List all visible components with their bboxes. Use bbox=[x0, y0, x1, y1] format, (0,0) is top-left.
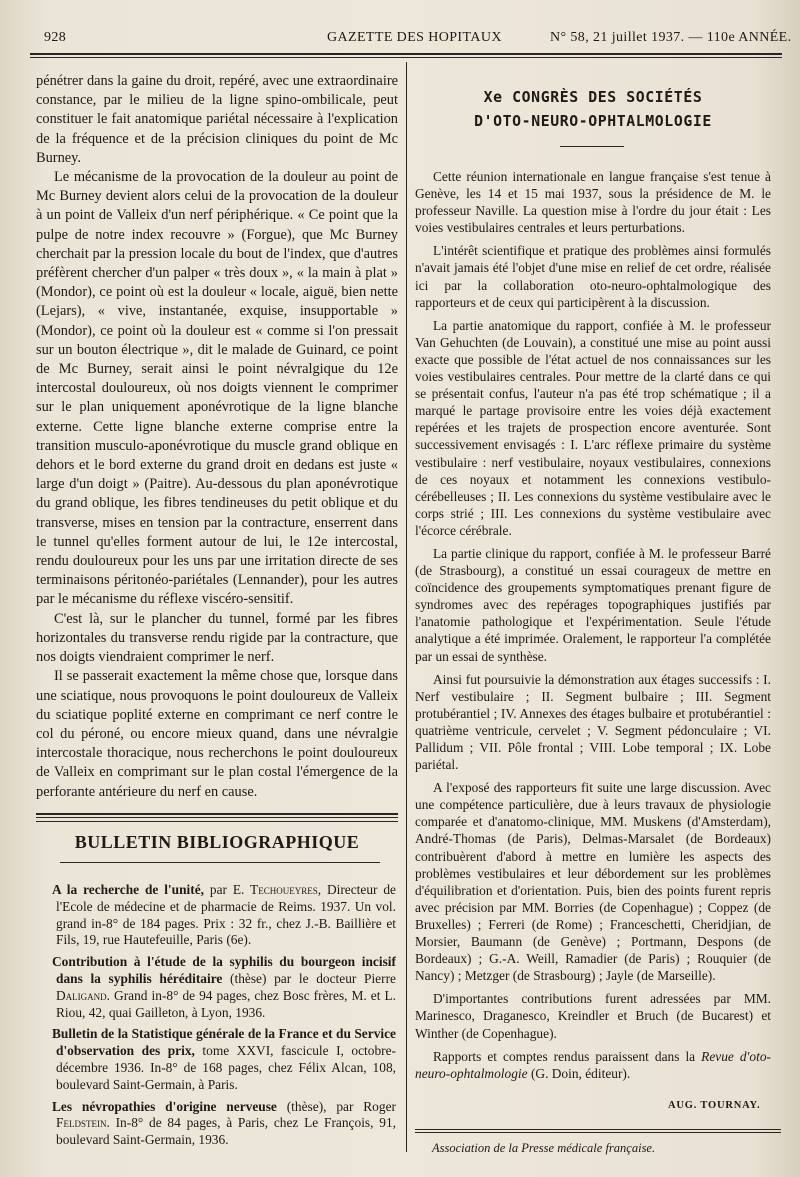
assoc-rule-2 bbox=[415, 1132, 781, 1133]
column-divider bbox=[406, 62, 407, 1152]
left-article bbox=[36, 72, 398, 802]
bulletin-entries bbox=[52, 882, 396, 1154]
bib-lead: (thèse), par Roger bbox=[286, 1098, 396, 1114]
bib-details: In-8° de 84 pages, à Paris, chez Le François, 91, boulevard Saint-Germain, 1936. bbox=[56, 1115, 396, 1148]
final-text-before: Rapports et comptes rendus paraissent dans la bbox=[433, 1048, 696, 1064]
bib-entry bbox=[52, 954, 396, 1021]
congress-paragraph: La partie clinique du rapport, confiée à M. le professeur Barré (de Strasbourg), a constitué un essai courageux de mettre en coïncidence des groupements symptomatiques prenant figure de syndromes avec des repérages topographiques justifiés par l'anatomie pathologique et l'expérimentation. Seule l'étude analytique a été imprimée. Oralement, le rapporteur l'a complétée par un essai de synthèse. bbox=[415, 545, 771, 664]
congress-paragraph: Ainsi fut poursuivie la démonstration aux étages successifs : I. Nerf vestibulaire ; II. Segment bulbaire ; III. Segment protubérantiel ; IV. Annexes des étages bulbaire et protubérantiel : quatrième ventricule, cervelet ; V. Segment pédonculaire ; VI. Pallidum ; VII. Pôle frontal ; VIII. Lobe temporal ; IX. Lobe pariétal. bbox=[415, 671, 771, 773]
congress-title bbox=[415, 86, 771, 134]
author-signature: AUG. TOURNAY. bbox=[668, 1100, 761, 1111]
page-number: 928 bbox=[44, 30, 67, 45]
final-text-after: (G. Doin, éditeur). bbox=[530, 1065, 631, 1081]
congress-article bbox=[415, 168, 771, 1088]
header-rule-top bbox=[30, 53, 782, 55]
congress-paragraph: A l'exposé des rapporteurs fit suite une large discussion. Avec une compétence particulière, due à leurs travaux de physiologie comparée et d'anatomo-clinique, MM. Muskens (d'Amsterdam), André-Thomas (de Paris), Delmas-Marsalet (de Bordeaux) contribuèrent d'abord à mettre en lumière les aspects des problèmes vestibulaires et leur débordement sur les problèmes d'équilibration et d'orientation. Puis, bien des points furent repris avec précision par MM. Borries (de Copenhague) ; Coppez (de Bruxelles) ; Ferreri (de Rome) ; Franceschetti, Cheridjian, de Morsier, Baumann (de Genève) ; Portmann, Despons (de Bordeaux) ; G.-A. Weill, Ramadier (de Paris) ; Rouquier (de Nancy) ; Metzger (de Strasbourg) ; Jayle (de Marseille). bbox=[415, 780, 771, 984]
bib-lead: par bbox=[209, 882, 227, 897]
article-paragraph: pénétrer dans la gaine du droit, repéré, avec une extraordinaire constance, par le milieu de la ligne spino-ombilicale, peut constituer le fait anatomique pariétal nécessaire à l'explication de la fréquence et de la précision cliniques du point de Mc Burney. bbox=[36, 73, 398, 166]
association-credit: Association de la Presse médicale française. bbox=[432, 1141, 656, 1155]
bib-details: Grand in-8° de 94 pages, chez Bosc frères, M. et L. Riou, 42, quai Gailleton, à Lyon, 1936. bbox=[56, 987, 396, 1020]
congress-paragraph: La partie anatomique du rapport, confiée à M. le professeur Van Gehuchten (de Louvain), a constitué une mise au point aussi exacte que possible de l'état actuel de nos connaissances sur les voies vestibulaires centrales. Pour mettre de la clarté dans ce qui se présentait confus, l'auteur n'a pas été trop schématique ; il a marqué le partage provisoire entre les voies déjà exactement repérées et les trajets de prospection encore aventurée. Sont successivement envisagés : I. L'arc réflexe primaire du système vestibulaire : nerf vestibulaire, noyaux vestibulaires, connexions de ces noyaux et notamment les connexions vestibulo-cérébelleuses ; II. Les connexions du système vestibulaire avec le corps strié ; III. Les connexions du système vestibulaire avec l'écorce cérébrale. bbox=[415, 317, 771, 538]
congress-title-line1: Xe CONGRÈS DES SOCIÉTÉS bbox=[483, 89, 703, 106]
journal-reference: Revue d'oto-neuro-ophtalmologie bbox=[415, 1048, 771, 1081]
bib-author: E. Techoueyres, bbox=[232, 882, 322, 897]
article-paragraph: Il se passerait exactement la même chose que, lorsque dans une sciatique, nous provoquons le point douloureux de Valleix du sciatique poplité externe en comprimant ce nerf contre le col du péroné, ou encore mieux quand, dans une névralgie intercostale thoracique, nous recherchons le point douloureux de Valleix en comprimant sur le plan costal l'émergence de la perforante antérieure du nerf en cause. bbox=[36, 668, 398, 800]
header-rule-bottom bbox=[30, 57, 782, 58]
bib-lead: (thèse) par le docteur Pierre bbox=[230, 970, 396, 986]
bib-entry bbox=[52, 1099, 396, 1149]
bib-author: Feldstein. bbox=[56, 1115, 110, 1131]
congress-title-line2: D'OTO-NEURO-OPHTALMOLOGIE bbox=[474, 113, 712, 130]
bib-details: Directeur de l'Ecole de médecine et de pharmacie de Reims. 1937. Un vol. grand in-8° de 184 pages. Prix : 32 fr., chez J.-B. Baillière et Fils, 19, rue Hautefeuille, Paris (6e). bbox=[56, 882, 396, 948]
journal-title: GAZETTE DES HOPITAUX bbox=[327, 30, 502, 45]
bulletin-rule-top-1 bbox=[36, 813, 398, 815]
bib-entry bbox=[52, 1026, 396, 1093]
article-paragraph: C'est là, sur le plancher du tunnel, formé par les fibres horizontales du transverse rendu rigide par la contracture, que nos doigts viendraient comprimer le nerf. bbox=[36, 610, 398, 666]
article-paragraph: Le mécanisme de la provocation de la douleur au point de Mc Burney devient alors celui de la provocation de la douleur à un point de Valleix d'un nerf périphérique. « Ce point que la pulpe de notre index recouvre » (Forgue), que Mc Burney cherchait par la pression locale du bout de l'index, que d'autres préfèrent chercher d'un palper « très doux », « la main à plat » (Mondor), ce point où est la douleur « locale, aiguë, bien nette (Lejars), « vive, instantanée, exquise, insupportable » (Mondor), ce point où la douleur est « comme si l'on pressait sur un bouton électrique », dit le malade de Guinard, ce point de Mc Burney, serait ainsi le point névralgique du 12e intercostal douloureux, où nos doigts viennent le comprimer sur le plan uniquement aponévrotique de la ligne blanche externe. Cette ligne blanche externe comprise entre la transition musculo-aponévrotique du muscle grand oblique en dehors et le bord externe du grand droit en dedans est juste « large d'un doigt » (Paitre). Au-dessous du plan aponévrotique du grand oblique, les fibres tendineuses du petit oblique et du transverse, mises en tension par la contracture, enserrent dans le tunnel qu'elles forment autour de lui, le 12e intercostal, rendu douloureux pour les uns par une irritation directe de ses terminaisons péritonéo-pariétales (Lennander), pour les autres par le mécanisme du réflexe viscéro-sensitif. bbox=[36, 169, 398, 608]
page-header bbox=[44, 30, 792, 50]
bib-title: Bulletin de la Statistique générale de la France et du Service d'observation des prix, bbox=[52, 1026, 396, 1059]
congress-paragraph: Cette réunion internationale en langue française s'est tenue à Genève, les 14 et 15 mai 1937, sous la présidence de M. le professeur Naville. La question mise à l'ordre du jour était : Les voies vestibulaires centrales et leurs perturbations. bbox=[415, 169, 771, 236]
bib-details: tome XXVI, fascicule I, octobre-décembre 1936. In-8° de 168 pages, chez Félix Alcan, 108, boulevard Saint-Germain, à Paris. bbox=[56, 1043, 397, 1092]
bib-title: Contribution à l'étude de la syphilis du bourgeon incisif dans la syphilis héréditaire bbox=[52, 954, 396, 986]
congress-paragraph: D'importantes contributions furent adressées par MM. Marinesco, Draganesco, Kreindler et Bruch (de Bucarest) et Winther (de Copenhague). bbox=[415, 991, 771, 1041]
bulletin-rule-bottom bbox=[60, 862, 380, 863]
congress-paragraph: L'intérêt scientifique et pratique des problèmes ainsi formulés n'avait jamais été l'objet d'une mise en relief de cet ordre, réalisée ici par la collaboration oto-neuro-ophtalmologique des rapporteurs et de ceux qui participèrent à la discussion. bbox=[415, 243, 771, 310]
bib-title: A la recherche de l'unité, bbox=[52, 882, 205, 897]
assoc-rule-1 bbox=[415, 1129, 781, 1130]
bulletin-rule-top-3 bbox=[36, 821, 398, 822]
bib-entry bbox=[52, 882, 396, 949]
bulletin-title: BULLETIN BIBLIOGRAPHIQUE bbox=[74, 832, 360, 852]
congress-paragraph-final bbox=[415, 1048, 771, 1082]
bib-title: Les névropathies d'origine nerveuse bbox=[52, 1098, 277, 1114]
issue-info: N° 58, 21 juillet 1937. — 110e ANNÉE. bbox=[550, 30, 792, 45]
bib-author: Daligand. bbox=[56, 987, 111, 1003]
congress-title-rule bbox=[560, 146, 624, 147]
bulletin-rule-top-2 bbox=[36, 817, 398, 818]
